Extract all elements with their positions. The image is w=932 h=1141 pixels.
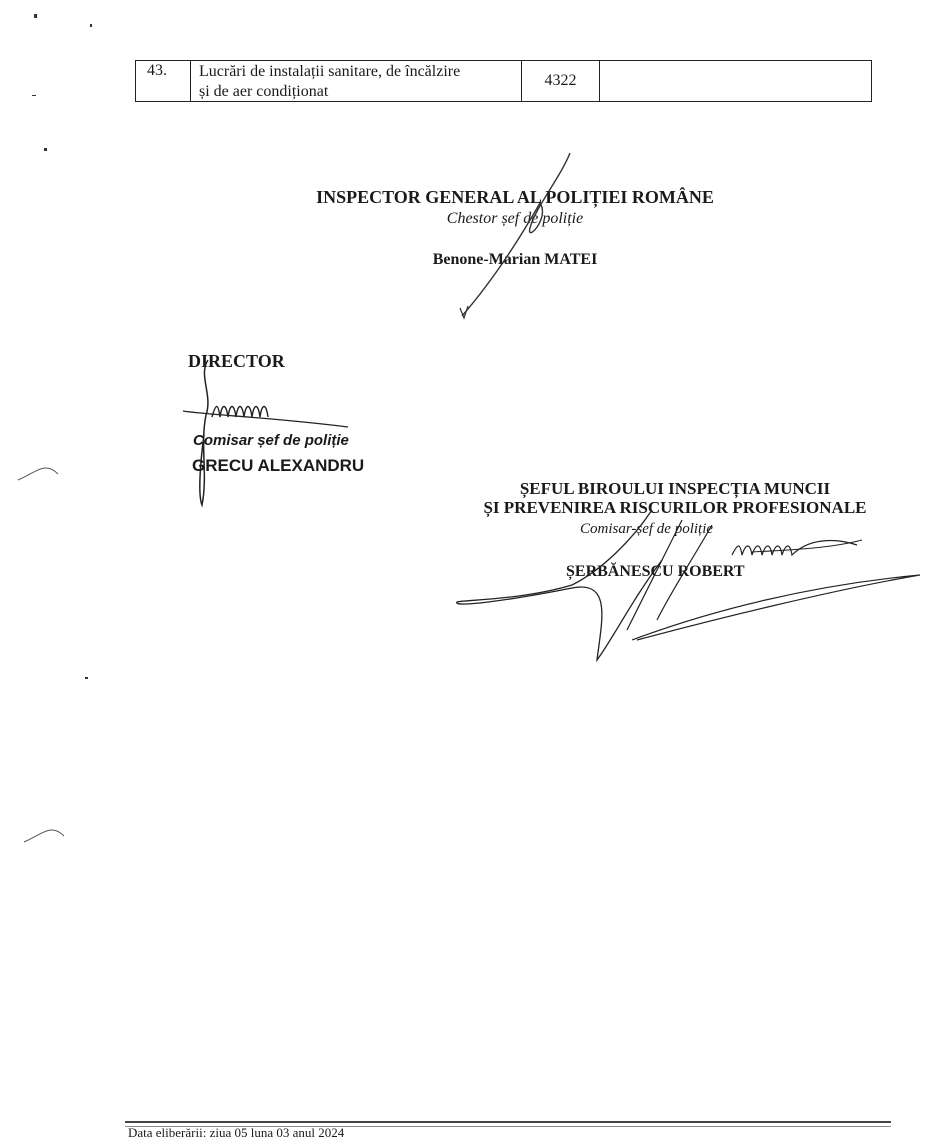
row-description-line-2: și de aer condiționat <box>199 83 329 100</box>
signature-1-icon <box>440 148 600 328</box>
row-caen-code: 4322 <box>522 61 600 101</box>
signature-2-icon <box>178 355 358 515</box>
row-description-line-1: Lucrări de instalații sanitare, de încălzire <box>199 63 461 80</box>
signatory-1-title: INSPECTOR GENERAL AL POLIȚIEI ROMÂNE <box>316 187 714 207</box>
scan-mark-icon <box>22 824 66 846</box>
signatory-2-rank: Comisar șef de poliție <box>193 432 349 449</box>
scan-mark-icon <box>16 462 60 484</box>
activity-table-row <box>135 60 872 102</box>
signatory-1-rank: Chestor șef de poliție <box>446 210 584 227</box>
signatory-3-title-line-1: ȘEFUL BIROULUI INSPECȚIA MUNCII <box>519 479 831 498</box>
issue-date: Data eliberării: ziua 05 luna 03 anul 2024 <box>128 1125 345 1140</box>
scan-speck <box>85 677 88 679</box>
row-description <box>191 61 522 101</box>
scan-speck <box>90 24 92 27</box>
signatory-3-title-line-2: ȘI PREVENIREA RISCURILOR PROFESIONALE <box>483 498 867 517</box>
signature-3-icon <box>452 500 922 670</box>
scan-speck <box>44 148 47 151</box>
signatory-2-name: GRECU ALEXANDRU <box>192 456 365 475</box>
scan-speck <box>32 95 36 96</box>
signatory-3-name: ȘERBĂNESCU ROBERT <box>566 563 745 580</box>
scan-speck <box>34 14 37 18</box>
row-number: 43. <box>136 61 191 101</box>
signatory-3-rank: Comisar-șef de poliție <box>580 521 714 537</box>
signatory-2-title: DIRECTOR <box>188 351 285 371</box>
signatory-1-name: Benone-Marian MATEI <box>432 251 598 268</box>
row-empty-cell <box>600 61 871 101</box>
